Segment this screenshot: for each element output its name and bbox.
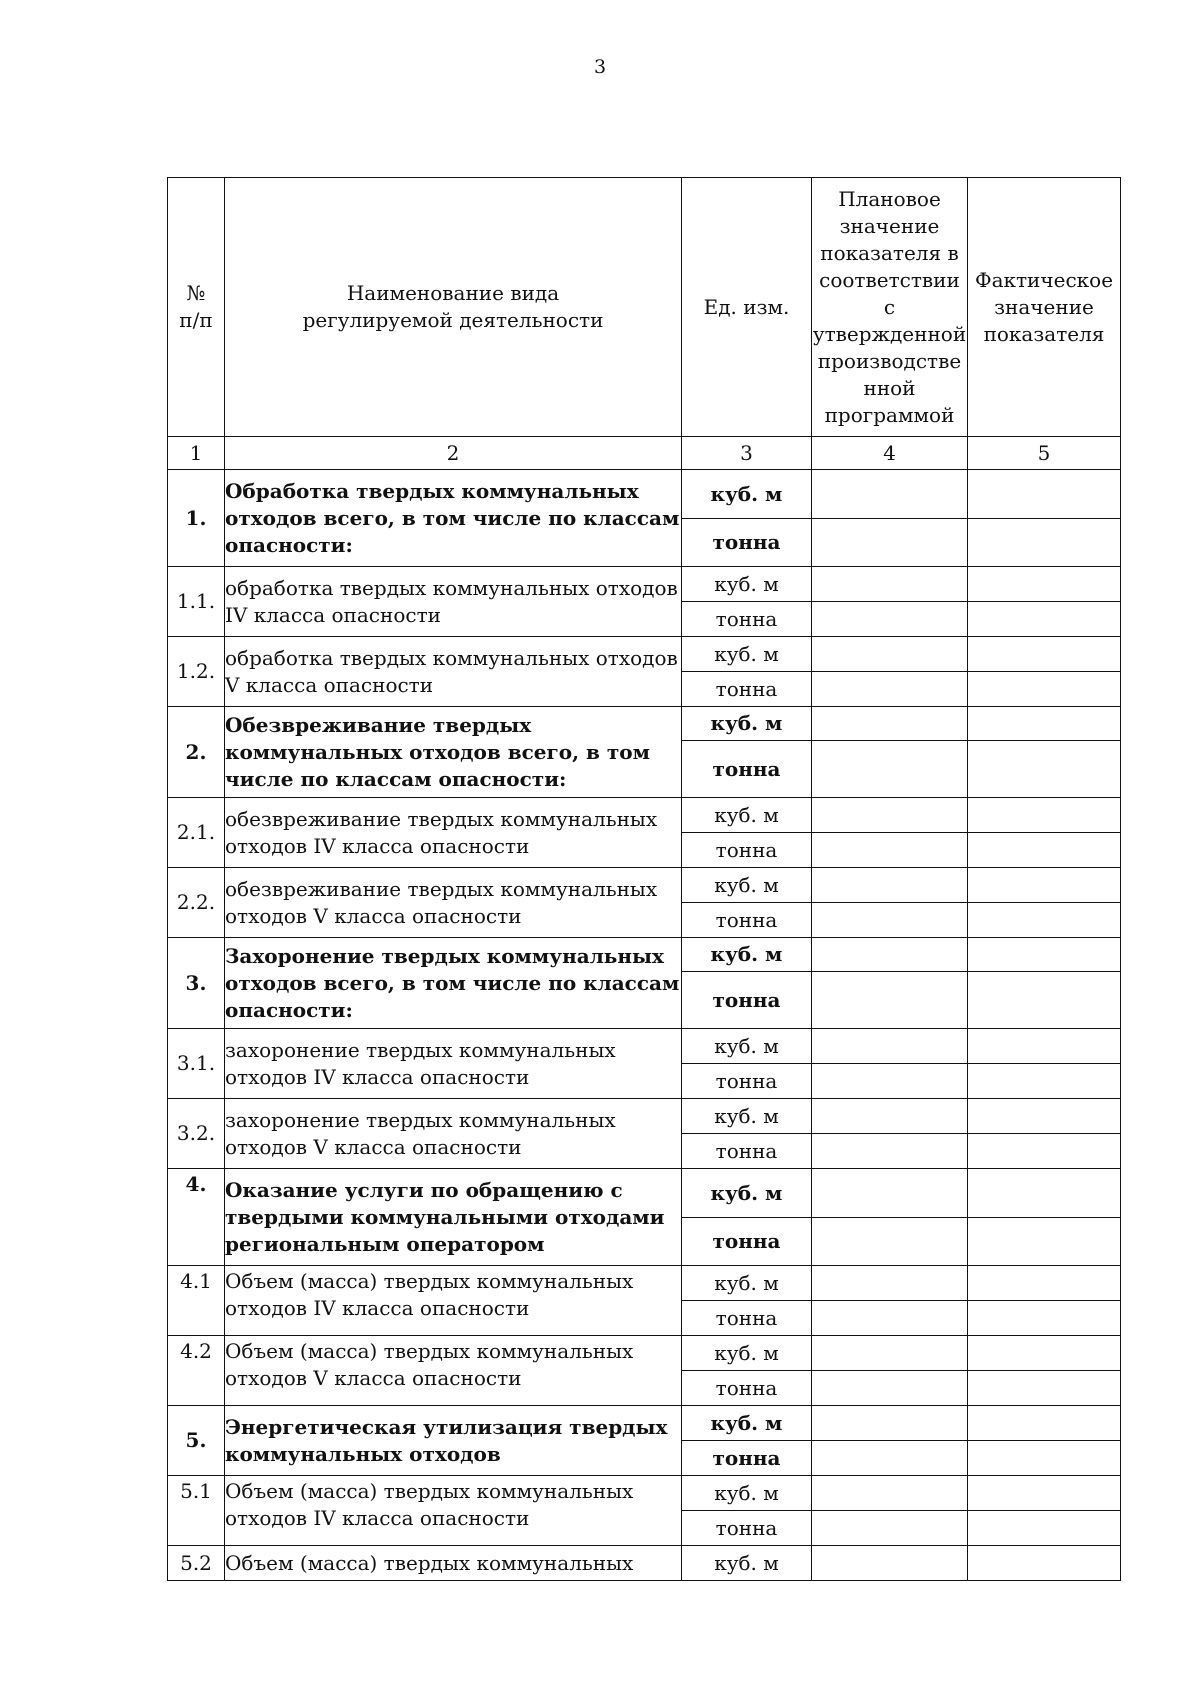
actual-value-cell[interactable] [968, 903, 1121, 938]
planned-value-cell[interactable] [812, 1029, 968, 1064]
actual-value-cell[interactable] [968, 1169, 1121, 1218]
row-activity-name [225, 1169, 682, 1266]
planned-value-cell[interactable] [812, 707, 968, 741]
actual-value-cell[interactable] [968, 602, 1121, 637]
name-line: твердыми коммунальными отходами [225, 1204, 665, 1229]
name-line: отходов V класса опасности [225, 903, 522, 928]
actual-value-cell[interactable] [968, 1134, 1121, 1169]
planned-value-cell[interactable] [812, 1371, 968, 1406]
header-planned-value [812, 178, 968, 437]
unit-cell: куб. м [682, 868, 812, 903]
name-line: Захоронение твердых коммунальных [225, 943, 664, 968]
planned-value-cell[interactable] [812, 519, 968, 567]
unit-cell: куб. м [682, 707, 812, 741]
actual-value-cell[interactable] [968, 798, 1121, 833]
planned-value-cell[interactable] [812, 1406, 968, 1441]
unit-cell: тонна [682, 1441, 812, 1476]
unit-cell: куб. м [682, 637, 812, 672]
name-line: отходов IV класса опасности [225, 1064, 530, 1089]
name-line: отходов всего, в том числе по классам [225, 970, 680, 995]
name-line: Оказание услуги по обращению с [225, 1177, 623, 1202]
table-row [168, 1406, 1121, 1441]
header-number [168, 178, 225, 437]
name-line: коммунальных отходов всего, в том [225, 739, 650, 764]
planned-value-cell[interactable] [812, 833, 968, 868]
header-row [168, 178, 1121, 437]
row-number: 3.1. [168, 1029, 225, 1099]
header-unit: Ед. изм. [682, 178, 812, 437]
name-line: отходов V класса опасности [225, 1134, 522, 1159]
name-line: обезвреживание твердых коммунальных [225, 806, 658, 831]
row-number: 3.2. [168, 1099, 225, 1169]
table-row [168, 1266, 1121, 1301]
actual-value-cell[interactable] [968, 1476, 1121, 1511]
actual-value-cell[interactable] [968, 1266, 1121, 1301]
planned-value-cell[interactable] [812, 672, 968, 707]
unit-cell: куб. м [682, 470, 812, 519]
actual-value-cell[interactable] [968, 567, 1121, 602]
row-number: 4.1 [168, 1266, 225, 1336]
name-line: Объем (масса) твердых коммунальных [225, 1479, 634, 1503]
unit-cell: тонна [682, 1064, 812, 1099]
header-planned-line: соответствии [819, 267, 960, 292]
unit-cell: куб. м [682, 1099, 812, 1134]
table-row [168, 1029, 1121, 1064]
row-activity-name [225, 567, 682, 637]
table-row [168, 798, 1121, 833]
actual-value-cell[interactable] [968, 938, 1121, 972]
row-number: 4. [168, 1169, 225, 1266]
header-number-line: п/п [179, 308, 213, 332]
column-index: 2 [225, 437, 682, 470]
row-number: 3. [168, 938, 225, 1029]
row-activity-name [225, 470, 682, 567]
row-activity-name [225, 868, 682, 938]
planned-value-cell[interactable] [812, 1546, 968, 1581]
table-row [168, 707, 1121, 741]
planned-value-cell[interactable] [812, 972, 968, 1029]
actual-value-cell[interactable] [968, 1546, 1121, 1581]
name-line: Обработка твердых коммунальных [225, 478, 639, 503]
name-line: коммунальных отходов [225, 1441, 501, 1466]
actual-value-cell[interactable] [968, 741, 1121, 798]
planned-value-cell[interactable] [812, 1218, 968, 1266]
unit-cell: тонна [682, 741, 812, 798]
header-planned-line: Плановое [838, 186, 941, 211]
unit-cell: куб. м [682, 938, 812, 972]
indicators-table [167, 177, 1121, 1581]
name-line: обезвреживание твердых коммунальных [225, 876, 658, 901]
name-line: Объем (масса) твердых коммунальных [225, 1550, 634, 1575]
unit-cell: куб. м [682, 1266, 812, 1301]
row-number: 2. [168, 707, 225, 798]
unit-cell: тонна [682, 972, 812, 1029]
actual-value-cell[interactable] [968, 1371, 1121, 1406]
row-activity-name [225, 938, 682, 1029]
unit-cell: куб. м [682, 1336, 812, 1371]
planned-value-cell[interactable] [812, 1476, 968, 1511]
actual-value-cell[interactable] [968, 637, 1121, 672]
row-activity-name [225, 798, 682, 868]
unit-cell: тонна [682, 903, 812, 938]
name-line: отходов IV класса опасности [225, 1506, 530, 1530]
planned-value-cell[interactable] [812, 637, 968, 672]
unit-cell: куб. м [682, 1546, 812, 1581]
column-index: 4 [812, 437, 968, 470]
actual-value-cell[interactable] [968, 1064, 1121, 1099]
name-line: Энергетическая утилизация твердых [225, 1414, 668, 1439]
unit-cell: тонна [682, 1301, 812, 1336]
planned-value-cell[interactable] [812, 1301, 968, 1336]
name-line: опасности: [225, 532, 353, 557]
planned-value-cell[interactable] [812, 798, 968, 833]
actual-value-cell[interactable] [968, 1511, 1121, 1546]
row-number: 1. [168, 470, 225, 567]
header-activity-name [225, 178, 682, 437]
planned-value-cell[interactable] [812, 470, 968, 519]
actual-value-cell[interactable] [968, 1336, 1121, 1371]
actual-value-cell[interactable] [968, 707, 1121, 741]
row-number: 5.1 [168, 1476, 225, 1546]
table-row [168, 938, 1121, 972]
page-number: 3 [593, 56, 607, 78]
name-line: отходов V класса опасности [225, 1366, 522, 1390]
name-line: обработка твердых коммунальных отходов [225, 575, 678, 600]
name-line: V класса опасности [225, 672, 434, 697]
name-line: Обезвреживание твердых [225, 712, 532, 737]
planned-value-cell[interactable] [812, 567, 968, 602]
planned-value-cell[interactable] [812, 868, 968, 903]
actual-value-cell[interactable] [968, 1406, 1121, 1441]
name-line: захоронение твердых коммунальных [225, 1037, 616, 1062]
header-actual-line: Фактическое [974, 267, 1114, 292]
unit-cell: куб. м [682, 1476, 812, 1511]
unit-cell: тонна [682, 1218, 812, 1266]
planned-value-cell[interactable] [812, 1441, 968, 1476]
header-planned-line: нной [863, 375, 916, 400]
planned-value-cell[interactable] [812, 1064, 968, 1099]
name-line: захоронение твердых коммунальных [225, 1107, 616, 1132]
column-index: 3 [682, 437, 812, 470]
actual-value-cell[interactable] [968, 672, 1121, 707]
name-line: отходов IV класса опасности [225, 1296, 530, 1320]
unit-cell: тонна [682, 1511, 812, 1546]
row-activity-name [225, 1029, 682, 1099]
header-actual-line: значение [994, 294, 1094, 319]
column-index-row [168, 437, 1121, 470]
header-actual-value [968, 178, 1121, 437]
name-line: Объем (масса) твердых коммунальных [225, 1269, 634, 1293]
indicators-table-wrap [167, 177, 1121, 1581]
actual-value-cell[interactable] [968, 1029, 1121, 1064]
planned-value-cell[interactable] [812, 1099, 968, 1134]
name-line: опасности: [225, 997, 353, 1022]
table-row [168, 1546, 1121, 1581]
row-number: 1.1. [168, 567, 225, 637]
unit-cell: тонна [682, 672, 812, 707]
unit-cell: тонна [682, 519, 812, 567]
planned-value-cell[interactable] [812, 938, 968, 972]
row-activity-name [225, 1099, 682, 1169]
row-activity-name [225, 1406, 682, 1476]
row-number: 5. [168, 1406, 225, 1476]
planned-value-cell[interactable] [812, 741, 968, 798]
row-number: 2.1. [168, 798, 225, 868]
header-actual-line: показателя [983, 321, 1105, 346]
table-row [168, 1099, 1121, 1134]
actual-value-cell[interactable] [968, 868, 1121, 903]
row-number: 4.2 [168, 1336, 225, 1406]
actual-value-cell[interactable] [968, 1301, 1121, 1336]
actual-value-cell[interactable] [968, 1099, 1121, 1134]
header-number-line: № [186, 281, 206, 305]
unit-cell: куб. м [682, 1169, 812, 1218]
name-line: отходов всего, в том числе по классам [225, 505, 680, 530]
name-line: Объем (масса) твердых коммунальных [225, 1339, 634, 1363]
name-line: региональным оператором [225, 1231, 545, 1256]
actual-value-cell[interactable] [968, 972, 1121, 1029]
actual-value-cell[interactable] [968, 833, 1121, 868]
actual-value-cell[interactable] [968, 519, 1121, 567]
name-line: IV класса опасности [225, 602, 441, 627]
planned-value-cell[interactable] [812, 1169, 968, 1218]
header-planned-line: программой [824, 402, 955, 427]
header-planned-line: значение [839, 213, 940, 238]
name-line: обработка твердых коммунальных отходов [225, 645, 678, 670]
planned-value-cell[interactable] [812, 1266, 968, 1301]
name-line: числе по классам опасности: [225, 766, 567, 791]
header-activity-text: Наименование вида регулируемой деятельности [302, 281, 604, 332]
table-row [168, 470, 1121, 519]
planned-value-cell[interactable] [812, 903, 968, 938]
unit-cell: тонна [682, 602, 812, 637]
row-number: 5.2 [168, 1546, 225, 1581]
unit-cell: тонна [682, 1371, 812, 1406]
unit-cell: куб. м [682, 798, 812, 833]
row-activity-name [225, 637, 682, 707]
unit-cell: куб. м [682, 567, 812, 602]
actual-value-cell[interactable] [968, 1218, 1121, 1266]
planned-value-cell[interactable] [812, 1134, 968, 1169]
table-row [168, 637, 1121, 672]
table-row [168, 1336, 1121, 1371]
row-activity-name [225, 1546, 682, 1581]
table-row [168, 1169, 1121, 1218]
header-planned-line: утвержденной [812, 321, 967, 346]
row-number: 1.2. [168, 637, 225, 707]
planned-value-cell[interactable] [812, 602, 968, 637]
unit-cell: тонна [682, 833, 812, 868]
table-row [168, 868, 1121, 903]
table-row [168, 1476, 1121, 1511]
row-activity-name [225, 707, 682, 798]
header-planned-line: показателя в [820, 240, 959, 265]
column-index: 5 [968, 437, 1121, 470]
name-line: отходов IV класса опасности [225, 833, 530, 858]
unit-cell: куб. м [682, 1029, 812, 1064]
table-row [168, 567, 1121, 602]
header-planned-line: с [883, 294, 896, 319]
planned-value-cell[interactable] [812, 1336, 968, 1371]
row-activity-name [225, 1336, 682, 1406]
row-activity-name [225, 1476, 682, 1546]
header-planned-line: производстве [817, 348, 962, 373]
actual-value-cell[interactable] [968, 1441, 1121, 1476]
planned-value-cell[interactable] [812, 1511, 968, 1546]
actual-value-cell[interactable] [968, 470, 1121, 519]
row-activity-name [225, 1266, 682, 1336]
column-index: 1 [168, 437, 225, 470]
unit-cell: тонна [682, 1134, 812, 1169]
row-number: 2.2. [168, 868, 225, 938]
unit-cell: куб. м [682, 1406, 812, 1441]
